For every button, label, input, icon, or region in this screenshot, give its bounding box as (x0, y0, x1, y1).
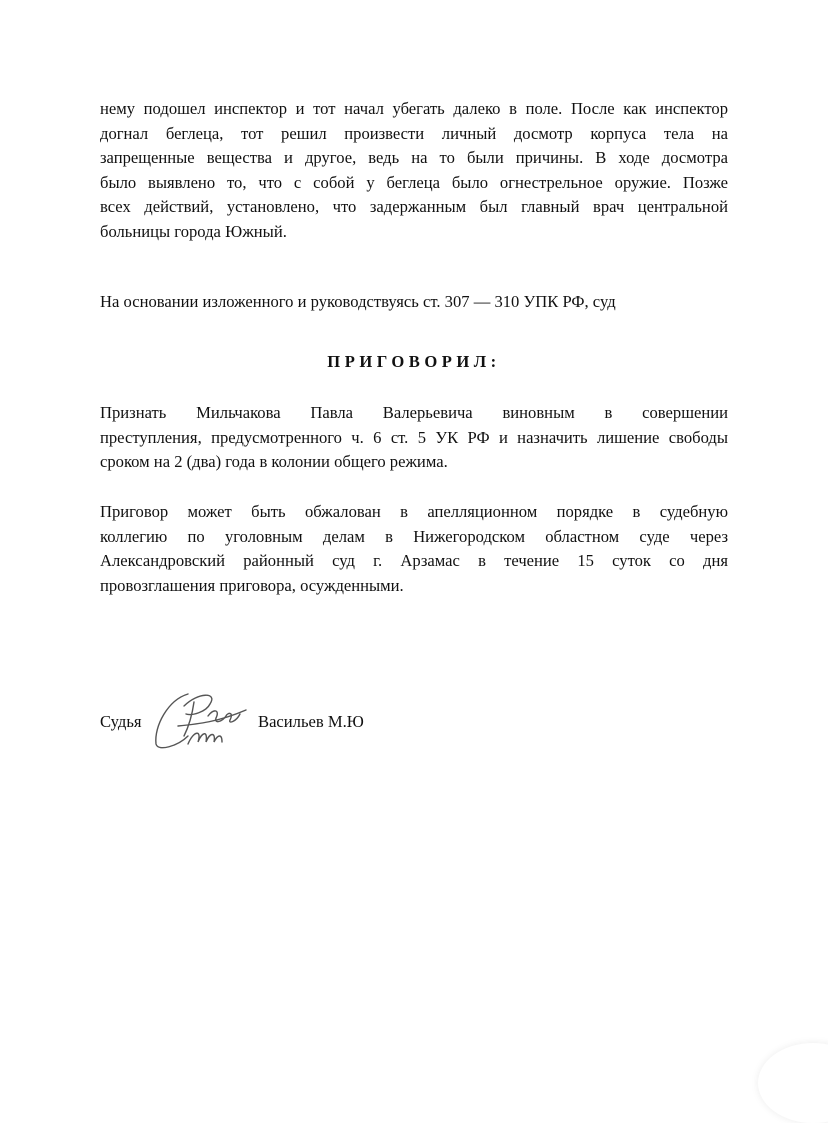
paragraph-basis (100, 290, 728, 315)
text-line: нему подошел инспектор и тот начал убегать далеко в поле. После как инспектор (100, 99, 728, 118)
text-line: всех действий, установлено, что задержанным был главный врач центральной (100, 197, 728, 217)
text-line: провозглашения приговора, осужденными. (100, 575, 404, 595)
paragraph-verdict (100, 401, 728, 475)
paragraph-appeal (100, 500, 728, 598)
text-line: Александровский районный суд г. Арзамас в течение 15 суток со дня (100, 551, 728, 571)
text-line: коллегию по уголовным делам в Нижегородском областном суде через (100, 526, 728, 546)
judge-role: Судья (100, 712, 142, 731)
page-corner-shadow (758, 1043, 828, 1123)
paragraph-circumstances (100, 97, 728, 245)
text-line: Признать Мильчакова Павла Валерьевича виновным в совершении (100, 403, 728, 422)
text-line: запрещенные вещества и другое, ведь на то были причины. В ходе досмотра (100, 148, 728, 168)
text-line: догнал беглеца, тот решил произвести личный досмотр корпуса тела на (100, 123, 728, 143)
text-line: На основании изложенного и руководствуясь ст. 307 — 310 УПК РФ, суд (100, 292, 616, 311)
text-line: было выявлено то, что с собой у беглеца было огнестрельное оружие. Позже (100, 172, 728, 192)
text-line: Приговор может быть обжалован в апелляционном порядке в судебную (100, 502, 728, 521)
handwritten-signature (148, 686, 258, 756)
text-line: преступления, предусмотренного ч. 6 ст. 5 УК РФ и назначить лишение свободы (100, 427, 728, 447)
verdict-heading: ПРИГОВОРИЛ: (327, 352, 501, 371)
judge-name: Васильев М.Ю (258, 712, 364, 731)
text-line: сроком на 2 (два) года в колонии общего режима. (100, 452, 448, 472)
text-line: больницы города Южный. (100, 221, 287, 241)
